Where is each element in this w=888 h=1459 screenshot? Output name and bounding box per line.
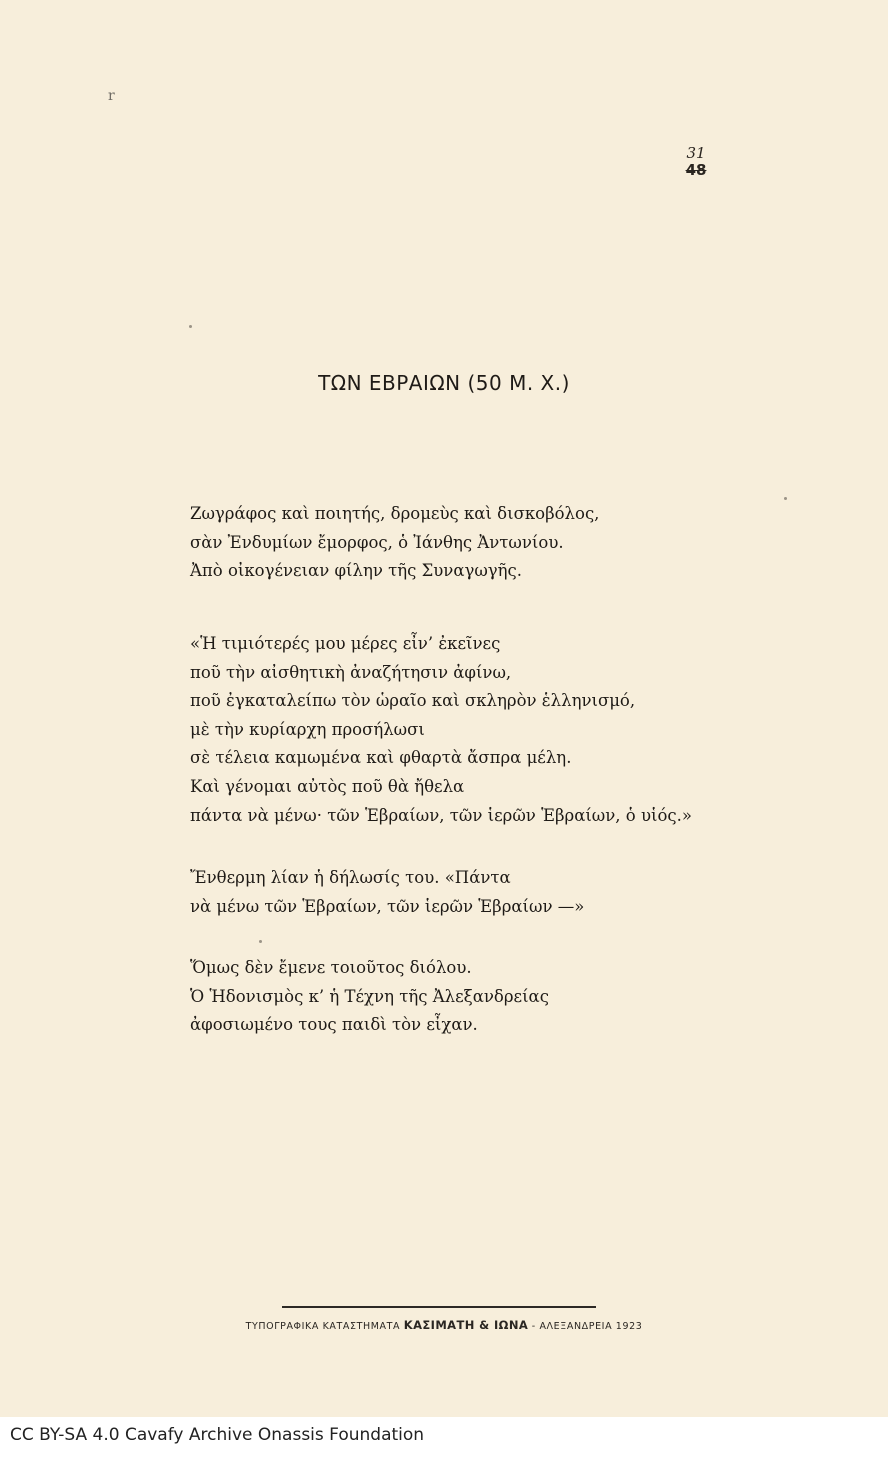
poem-line: Ὅμως δὲν ἔμενε τοιοῦτος διόλου. [190, 958, 472, 977]
paper-speck [189, 325, 192, 328]
poem-line: ποῦ τὴν αἰσθητικὴ ἀναζήτησιν ἀφίνω, [190, 662, 512, 682]
poem-line: ποῦ ἐγκαταλείπω τὸν ὡραῖο καὶ σκληρὸν ἑλληνισμό, [190, 691, 636, 711]
poem-line: «Ἡ τιμιότερές μου μέρες εἶν’ ἐκεῖνες [190, 634, 501, 653]
stanza-4 [190, 954, 549, 1040]
printer-imprint [0, 1318, 888, 1332]
imprint-printers: ΚΑΣΙΜΑΤΗ & ΙΩΝΑ [403, 1318, 529, 1332]
poem-line: Ζωγράφος καὶ ποιητής, δρομεὺς καὶ δισκοβόλος, [190, 504, 600, 523]
poem-line: ἀφοσιωμένο τους παιδὶ τὸν εἶχαν. [190, 1015, 478, 1035]
poem-line: μὲ τὴν κυρίαρχη προσήλωσι [190, 719, 425, 739]
handwritten-page-number: 31 [686, 144, 706, 162]
license-credit: CC BY-SA 4.0 Cavafy Archive Onassis Foundation [10, 1425, 425, 1445]
stanza-1 [190, 500, 599, 586]
poem-line: Καὶ γένομαι αὐτὸς ποῦ θὰ ἤθελα [190, 776, 465, 796]
poem-line: Ἀπὸ οἰκογένειαν φίλην τῆς Συναγωγῆς. [190, 561, 523, 581]
poem-title: ΤΩΝ ΕΒΡΑΙΩΝ (50 Μ. Χ.) [318, 371, 570, 395]
imprint-prefix: ΤΥΠΟΓΡΑΦΙΚΑ ΚΑΤΑΣΤΗΜΑΤΑ [245, 1321, 401, 1332]
poem-line: πάντα νὰ μένω· τῶν Ἑβραίων, τῶν ἱερῶν Ἑβραίων, ὁ υἱός.» [190, 805, 692, 825]
stanza-2 [190, 630, 692, 830]
margin-mark: r [108, 88, 115, 104]
page-number [682, 146, 710, 178]
poem-line: Ἔνθερμη λίαν ἡ δήλωσίς του. «Πάντα [190, 868, 511, 887]
poem-line: νὰ μένω τῶν Ἑβραίων, τῶν ἱερῶν Ἑβραίων —» [190, 896, 585, 916]
poem-line: Ὁ Ἡδονισμὸς κ’ ἡ Τέχνη τῆς Ἀλεξανδρείας [190, 986, 549, 1006]
poem-line: σὰν Ἐνδυμίων ἔμορφος, ὁ Ἰάνθης Ἀντωνίου. [190, 532, 564, 552]
printed-page-number: 48 [685, 161, 707, 179]
stanza-3 [190, 864, 584, 921]
imprint-suffix: - ΑΛΕΞΑΝΔΡΕΙΑ 1923 [531, 1321, 643, 1332]
paper-speck [259, 940, 262, 943]
paper-speck [784, 497, 787, 500]
poem-line: σὲ τέλεια καμωμένα καὶ φθαρτὰ ἄσπρα μέλη. [190, 748, 572, 768]
footer-rule [282, 1306, 596, 1308]
